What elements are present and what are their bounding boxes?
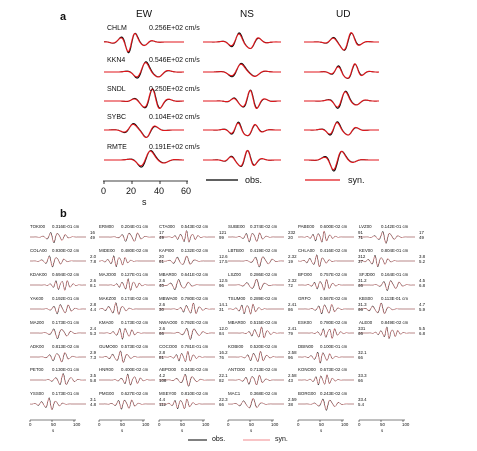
station-code: KONO00 bbox=[298, 367, 316, 372]
station-metric-2: 5.3 bbox=[90, 331, 97, 336]
panel-b-time-axes bbox=[30, 420, 405, 422]
synthetic-waveform bbox=[99, 303, 155, 314]
axis-unit-label: s bbox=[250, 428, 253, 433]
station-amplitude: 0.804E-01 cm bbox=[381, 248, 409, 253]
station-code: LSZ00 bbox=[228, 272, 241, 277]
station-amplitude: 0.368E-02 cm bbox=[250, 391, 278, 396]
observed-waveform bbox=[99, 351, 155, 363]
synthetic-waveform bbox=[228, 257, 284, 266]
station-metric-1: 4.2 bbox=[159, 373, 166, 378]
station-name: CHLM bbox=[107, 25, 127, 32]
station-metric-1: 22.1 bbox=[219, 373, 228, 378]
axis-tick-label: 100 bbox=[341, 422, 349, 427]
station-metric-2: 6.8 bbox=[419, 331, 426, 336]
station-metric-1: 12.6 bbox=[219, 254, 228, 259]
station-code: DBIN00 bbox=[298, 344, 314, 349]
station-code: KMA00 bbox=[99, 320, 114, 325]
station-amplitude: 0.515E-02 cm bbox=[250, 320, 278, 325]
station-metric-2: 5.4 bbox=[358, 402, 365, 407]
synthetic-waveform bbox=[30, 352, 86, 362]
station-amplitude: 0.930E-02 cm bbox=[52, 248, 80, 253]
station-metric-2: 81 bbox=[159, 355, 164, 360]
station-code: SFJD00 bbox=[359, 272, 375, 277]
station-amplitude: 0.130E-01 cm bbox=[52, 367, 80, 372]
observed-waveform bbox=[159, 256, 215, 264]
station-metric-2: 66 bbox=[358, 283, 363, 288]
station-amplitude: 0.849E-02 cm bbox=[381, 320, 409, 325]
station-amplitude: 0.316E-01 cm bbox=[52, 224, 80, 229]
station-metric-1: 3.8 bbox=[419, 254, 426, 259]
station-amplitude: 0.173E-01 cm bbox=[52, 391, 80, 396]
station-amplitude: 0.286E-02 cm bbox=[250, 272, 278, 277]
station-code: ALE00 bbox=[359, 320, 373, 325]
station-amplitude: 0.673E-02 cm bbox=[320, 367, 348, 372]
axis-tick-label: 50 bbox=[249, 422, 254, 427]
synthetic-waveform bbox=[203, 64, 281, 76]
observed-waveform bbox=[99, 303, 155, 315]
station-metric-2: 76 bbox=[219, 355, 224, 360]
station-metric-2: 4.4 bbox=[90, 307, 97, 312]
axis-tick-label: 0 bbox=[227, 422, 230, 427]
synthetic-waveform bbox=[104, 63, 184, 77]
station-metric-2: 66 bbox=[358, 307, 363, 312]
axis-tick-label: 60 bbox=[181, 186, 192, 196]
observed-waveform bbox=[359, 232, 415, 244]
synthetic-waveform bbox=[99, 329, 155, 339]
station-amplitude: 0.573E-02 cm bbox=[121, 344, 149, 349]
synthetic-waveform bbox=[159, 399, 215, 409]
station-code: KEV00 bbox=[359, 248, 373, 253]
station-amplitude: 0.164E-01 cm bbox=[381, 272, 409, 277]
observed-waveform bbox=[228, 257, 284, 267]
station-amplitude: 0.100E-01 cm bbox=[320, 344, 348, 349]
legend-b-syn-label: syn. bbox=[275, 436, 288, 443]
station-amplitude: 0.480E-02 cm bbox=[121, 248, 149, 253]
station-metric-2: 40 bbox=[159, 283, 164, 288]
station-code: GUMO00 bbox=[99, 344, 118, 349]
synthetic-waveform bbox=[159, 303, 215, 314]
synthetic-waveform bbox=[228, 327, 284, 338]
component-ew: EW bbox=[136, 9, 153, 20]
station-metric-2: 108 bbox=[159, 378, 167, 383]
station-amplitude: 0.289E-02 cm bbox=[250, 296, 278, 301]
station-amplitude: 0.416E-02 cm bbox=[320, 248, 348, 253]
axis-tick-label: 40 bbox=[154, 186, 165, 196]
station-metric-2: 84 bbox=[219, 331, 224, 336]
station-code: TOKI00 bbox=[30, 224, 46, 229]
station-metric-2: 7.8 bbox=[90, 259, 97, 264]
axis-unit-label: s bbox=[381, 428, 384, 433]
station-amplitude: 0.174E-02 cm bbox=[121, 296, 149, 301]
station-metric-2: 43 bbox=[288, 378, 293, 383]
station-amplitude: 0.204E-01 cm bbox=[121, 224, 149, 229]
synthetic-waveform bbox=[159, 231, 215, 242]
station-metric-1: 16.2 bbox=[219, 350, 228, 355]
station-metric-2: 5.2 bbox=[419, 259, 426, 264]
observed-waveform bbox=[228, 351, 284, 361]
station-amplitude: 0.250E+02 cm/s bbox=[149, 86, 200, 93]
station-metric-2: 96 bbox=[288, 355, 293, 360]
station-code: ERM00 bbox=[99, 224, 114, 229]
station-amplitude: 0.713E-02 cm bbox=[250, 367, 278, 372]
station-metric-2: 37 bbox=[358, 259, 363, 264]
station-amplitude: 0.113E-01 cm bbox=[381, 296, 409, 301]
observed-waveform bbox=[304, 151, 379, 171]
axis-tick-label: 100 bbox=[271, 422, 279, 427]
station-amplitude: 0.780E-02 cm bbox=[181, 296, 209, 301]
station-amplitude: 0.142E-01 cm bbox=[381, 224, 409, 229]
station-metric-1: 3.1 bbox=[90, 397, 97, 402]
axis-unit-label: s bbox=[320, 428, 323, 433]
station-metric-1: 22.3 bbox=[219, 397, 228, 402]
synthetic-waveform bbox=[228, 304, 284, 314]
station-metric-1: 20 bbox=[159, 254, 164, 259]
synthetic-waveform bbox=[359, 256, 415, 266]
axis-tick-label: 0 bbox=[158, 422, 161, 427]
station-code: MAKZ00 bbox=[99, 296, 117, 301]
station-metric-2: 96 bbox=[219, 283, 224, 288]
station-amplitude: 0.567E-02 cm bbox=[320, 296, 348, 301]
station-metric-2: 112 bbox=[159, 402, 166, 407]
station-code: MBAR00 bbox=[159, 272, 177, 277]
station-amplitude: 0.127E-01 cm bbox=[121, 272, 149, 277]
station-metric-2: 79 bbox=[288, 331, 293, 336]
station-metric-2: 7.3 bbox=[90, 355, 97, 360]
station-code: PABE00 bbox=[298, 224, 315, 229]
synthetic-waveform bbox=[304, 92, 379, 107]
synthetic-waveform bbox=[298, 256, 354, 267]
station-code: KBS00 bbox=[359, 296, 373, 301]
axis-tick-label: 0 bbox=[98, 422, 101, 427]
station-amplitude: 0.243E-02 cm bbox=[320, 391, 348, 396]
station-code: MA200 bbox=[30, 320, 44, 325]
station-metric-1: 2.6 bbox=[159, 302, 166, 307]
station-metric-1: 331 bbox=[358, 326, 366, 331]
station-metric-2: 20 bbox=[288, 235, 293, 240]
station-metric-1: 2.58 bbox=[288, 373, 297, 378]
axis-tick-label: 0 bbox=[358, 422, 361, 427]
station-code: MAC1 bbox=[228, 391, 241, 396]
station-metric-1: 12.0 bbox=[219, 326, 228, 331]
panel-a-traces bbox=[104, 33, 379, 171]
station-metric-2: 49 bbox=[159, 235, 164, 240]
synthetic-waveform bbox=[159, 256, 215, 265]
station-metric-2: 4.8 bbox=[90, 402, 97, 407]
station-code: MBAR00 bbox=[228, 320, 246, 325]
station-code: KDAK00 bbox=[30, 272, 47, 277]
axis-tick-label: 50 bbox=[319, 422, 324, 427]
station-code: COLA00 bbox=[30, 248, 47, 253]
station-amplitude: 0.173E-02 cm bbox=[121, 320, 149, 325]
station-metric-1: 2.8 bbox=[90, 302, 97, 307]
axis-tick-label: 20 bbox=[126, 186, 137, 196]
observed-waveform bbox=[228, 279, 284, 290]
legend-b-obs-label: obs. bbox=[212, 436, 226, 443]
station-metric-2: 17.5 bbox=[219, 259, 228, 264]
axis-tick-label: 0 bbox=[297, 422, 300, 427]
station-metric-2: 66 bbox=[358, 331, 363, 336]
synthetic-waveform bbox=[30, 234, 86, 242]
station-amplitude: 0.104E+02 cm/s bbox=[149, 114, 200, 121]
station-metric-2: 38 bbox=[288, 402, 293, 407]
panel-a-time-axis bbox=[103, 181, 188, 184]
station-metric-2: 49 bbox=[90, 235, 95, 240]
station-metric-1: 312 bbox=[358, 254, 366, 259]
station-metric-2: 99 bbox=[219, 235, 224, 240]
station-code: BORG00 bbox=[298, 391, 316, 396]
station-metric-2: 71 bbox=[358, 235, 363, 240]
station-code: HNR00 bbox=[99, 367, 114, 372]
synthetic-waveform bbox=[228, 375, 284, 385]
station-metric-1: 4.7 bbox=[419, 302, 426, 307]
axis-tick-label: 50 bbox=[380, 422, 385, 427]
synthetic-waveform bbox=[304, 33, 379, 50]
observed-waveform bbox=[203, 63, 281, 76]
observed-waveform bbox=[30, 329, 86, 339]
station-metric-1: 2.41 bbox=[288, 302, 297, 307]
synthetic-waveform bbox=[104, 124, 184, 137]
synthetic-waveform bbox=[304, 123, 379, 135]
station-amplitude: 0.192E-01 cm bbox=[52, 296, 80, 301]
station-metric-2: 82 bbox=[219, 378, 224, 383]
station-name: SNDL bbox=[107, 86, 126, 93]
panel-a-letter: a bbox=[60, 11, 67, 23]
station-metric-2: 19 bbox=[288, 259, 293, 264]
legend-syn-label: syn. bbox=[348, 175, 365, 185]
station-code: ANTO00 bbox=[228, 367, 246, 372]
station-amplitude: 0.780E-02 cm bbox=[320, 320, 348, 325]
station-metric-1: 2.58 bbox=[288, 350, 297, 355]
observed-waveform bbox=[99, 279, 155, 291]
observed-waveform bbox=[159, 231, 215, 243]
axis-unit-label: s bbox=[121, 428, 124, 433]
synthetic-waveform bbox=[228, 352, 284, 362]
station-metric-1: 3.5 bbox=[90, 373, 97, 378]
station-metric-1: 32.1 bbox=[358, 350, 367, 355]
station-code: MIDE00 bbox=[99, 248, 115, 253]
synthetic-waveform bbox=[203, 90, 281, 108]
station-amplitude: 0.600E-02 cm bbox=[320, 224, 348, 229]
station-name: SYBC bbox=[107, 114, 127, 121]
synthetic-waveform bbox=[298, 353, 354, 362]
station-code: MSEY00 bbox=[159, 391, 177, 396]
axis-tick-label: 100 bbox=[202, 422, 210, 427]
station-metric-1: 12.5 bbox=[219, 278, 228, 283]
station-code: BFO00 bbox=[298, 272, 312, 277]
synthetic-waveform bbox=[298, 304, 354, 313]
station-code: KOBI00 bbox=[228, 344, 244, 349]
station-metric-1: 17 bbox=[159, 230, 164, 235]
station-metric-2: 31 bbox=[219, 307, 224, 312]
synthetic-waveform bbox=[298, 400, 354, 410]
axis-tick-label: 50 bbox=[120, 422, 125, 427]
panel-b-letter: b bbox=[60, 208, 67, 220]
observed-waveform bbox=[298, 399, 354, 410]
station-amplitude: 0.641E-02 cm bbox=[181, 272, 209, 277]
station-code: KAPI00 bbox=[159, 248, 174, 253]
observed-waveform bbox=[99, 328, 155, 339]
station-code: PET00 bbox=[30, 367, 44, 372]
station-metric-1: 17 bbox=[419, 230, 424, 235]
station-metric-1: 5.5 bbox=[419, 326, 426, 331]
synthetic-waveform bbox=[228, 398, 284, 408]
synthetic-waveform bbox=[30, 374, 86, 384]
station-code: LBTB00 bbox=[228, 248, 244, 253]
station-amplitude: 0.810E-02 cm bbox=[181, 391, 209, 396]
station-metric-1: 31.3 bbox=[358, 302, 367, 307]
station-code: MAJO00 bbox=[99, 272, 117, 277]
station-amplitude: 0.132E-02 cm bbox=[181, 248, 209, 253]
observed-waveform bbox=[298, 352, 354, 363]
station-metric-2: 66 bbox=[219, 402, 224, 407]
station-metric-2: 61 bbox=[159, 259, 164, 264]
synthetic-waveform bbox=[203, 151, 281, 167]
station-name: KKN4 bbox=[107, 57, 126, 64]
station-metric-1: 232 bbox=[288, 230, 296, 235]
station-code: ESK00 bbox=[298, 320, 312, 325]
axis-tick-label: 100 bbox=[73, 422, 81, 427]
synthetic-waveform bbox=[228, 279, 284, 290]
station-metric-1: 2.32 bbox=[288, 278, 297, 283]
station-amplitude: 0.543E-02 cm bbox=[181, 224, 209, 229]
station-amplitude: 0.191E+02 cm/s bbox=[149, 144, 200, 151]
observed-waveform bbox=[203, 33, 281, 49]
axis-unit-label: s bbox=[52, 428, 55, 433]
synthetic-waveform bbox=[30, 330, 86, 338]
station-metric-1: 2.8 bbox=[159, 350, 166, 355]
component-ns: NS bbox=[240, 9, 254, 20]
station-amplitude: 0.792E-02 cm bbox=[181, 320, 209, 325]
axis-unit-label: s bbox=[142, 197, 147, 207]
station-code: PMG00 bbox=[99, 391, 114, 396]
axis-tick-label: 50 bbox=[51, 422, 56, 427]
station-code: ADK00 bbox=[30, 344, 44, 349]
station-code: NWAO00 bbox=[159, 320, 178, 325]
axis-tick-label: 50 bbox=[180, 422, 185, 427]
station-metric-2: 8.1 bbox=[90, 283, 97, 288]
station-amplitude: 0.546E+02 cm/s bbox=[149, 57, 200, 64]
station-metric-2: 66 bbox=[358, 378, 363, 383]
station-metric-1: 2.4 bbox=[90, 326, 97, 331]
station-metric-1: 91 bbox=[358, 230, 363, 235]
observed-waveform bbox=[30, 305, 86, 314]
station-metric-2: 66 bbox=[358, 355, 363, 360]
station-amplitude: 0.419E-02 cm bbox=[250, 248, 278, 253]
station-metric-1: 2.6 bbox=[90, 278, 97, 283]
station-amplitude: 0.343E-02 cm bbox=[181, 367, 209, 372]
axis-tick-label: 0 bbox=[101, 186, 107, 196]
station-metric-2: 30 bbox=[159, 307, 164, 312]
synthetic-waveform bbox=[203, 123, 281, 135]
station-code: COCO00 bbox=[159, 344, 178, 349]
station-code: LVZ00 bbox=[359, 224, 372, 229]
station-metric-2: 72 bbox=[288, 283, 293, 288]
station-metric-1: 2.32 bbox=[288, 254, 297, 259]
axis-tick-label: 100 bbox=[402, 422, 410, 427]
station-amplitude: 0.627E-02 cm bbox=[121, 391, 149, 396]
station-metric-1: 2.0 bbox=[90, 254, 97, 259]
station-amplitude: 0.694E-02 cm bbox=[52, 272, 80, 277]
station-amplitude: 0.757E-02 cm bbox=[320, 272, 348, 277]
station-metric-1: 4.4 bbox=[159, 397, 166, 402]
station-code: CTA000 bbox=[159, 224, 175, 229]
axis-unit-label: s bbox=[181, 428, 184, 433]
station-metric-1: 121 bbox=[219, 230, 227, 235]
station-metric-1: 2.59 bbox=[288, 397, 297, 402]
station-metric-1: 16 bbox=[90, 230, 95, 235]
station-code: YSS00 bbox=[30, 391, 44, 396]
observed-waveform bbox=[228, 399, 284, 409]
station-metric-2: 5.8 bbox=[90, 378, 97, 383]
station-amplitude: 0.520E-02 cm bbox=[250, 344, 278, 349]
station-amplitude: 0.813E-02 cm bbox=[52, 344, 80, 349]
synthetic-waveform bbox=[304, 151, 379, 169]
station-metric-1: 2.6 bbox=[159, 278, 166, 283]
station-metric-1: 2.41 bbox=[288, 326, 297, 331]
station-amplitude: 0.781E-01 cm bbox=[181, 344, 209, 349]
station-amplitude: 0.400E-02 cm bbox=[121, 367, 149, 372]
synthetic-waveform bbox=[298, 231, 354, 242]
observed-waveform bbox=[203, 90, 281, 108]
legend-obs-label: obs. bbox=[245, 175, 263, 185]
station-code: TSUM00 bbox=[228, 296, 246, 301]
station-amplitude: 0.256E+02 cm/s bbox=[149, 25, 200, 32]
station-amplitude: 0.374E-02 cm bbox=[250, 224, 278, 229]
observed-waveform bbox=[104, 151, 184, 168]
station-metric-1: 33.3 bbox=[358, 373, 367, 378]
station-code: ABPO00 bbox=[159, 367, 177, 372]
station-metric-2: 66 bbox=[159, 331, 164, 336]
station-metric-1: 4.5 bbox=[419, 278, 426, 283]
station-code: YAK00 bbox=[30, 296, 44, 301]
observed-waveform bbox=[298, 329, 354, 339]
station-metric-2: 5.9 bbox=[419, 307, 426, 312]
station-metric-2: 6.8 bbox=[419, 283, 426, 288]
station-metric-1: 2.9 bbox=[90, 350, 97, 355]
axis-tick-label: 100 bbox=[142, 422, 150, 427]
synthetic-waveform bbox=[99, 233, 155, 242]
station-metric-1: 33.4 bbox=[358, 397, 367, 402]
observed-waveform bbox=[104, 33, 184, 53]
station-metric-1: 14.1 bbox=[219, 302, 228, 307]
component-ud: UD bbox=[336, 9, 351, 20]
axis-tick-label: 0 bbox=[29, 422, 32, 427]
station-metric-2: 86 bbox=[288, 307, 293, 312]
station-code: GRFO bbox=[298, 296, 311, 301]
station-code: SUBE00 bbox=[228, 224, 245, 229]
synthetic-waveform bbox=[159, 351, 215, 361]
synthetic-waveform bbox=[304, 64, 379, 78]
station-amplitude: 0.173E-01 cm bbox=[52, 320, 80, 325]
station-metric-1: 2.6 bbox=[159, 326, 166, 331]
station-metric-2: 49 bbox=[419, 235, 424, 240]
station-metric-1: 31.2 bbox=[358, 278, 367, 283]
station-code: CHLA00 bbox=[298, 248, 315, 253]
station-code: MBWA00 bbox=[159, 296, 178, 301]
observed-waveform bbox=[30, 281, 86, 291]
station-name: RMTE bbox=[107, 144, 127, 151]
